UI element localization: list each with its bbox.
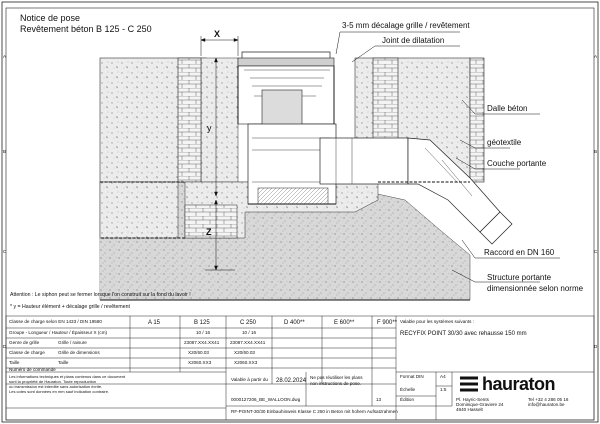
tb-valid-label: Valable pour les systèmes suivants :: [400, 319, 474, 324]
tb-legal-3: ou transmission est interdite sans autorisation écrite.: [9, 384, 103, 389]
tb-sub2: Grille de dimensions: [58, 350, 100, 355]
tb-row3-b: X20/60.03: [188, 350, 209, 355]
tb-legal-2: sont la propriété de Hauraton. Toute reproduction: [9, 379, 97, 384]
frame-letter-right-3: C: [594, 249, 598, 254]
frame-letter-right-4: D: [594, 344, 598, 349]
hauraton-logo-icon: [458, 374, 480, 394]
tb-label-d4: Numéro de commande: [9, 367, 56, 372]
doc-subtitle: Revêtement béton B 125 - C 250: [20, 24, 152, 34]
dimension-x-label: X: [214, 29, 221, 39]
callout-gap: 3-5 mm décalage grille / revêtement: [342, 21, 470, 30]
tb-sheet-number: 13: [376, 397, 382, 402]
tb-scale-value: 1:5: [440, 387, 447, 392]
siphon: [262, 90, 302, 126]
tb-legal-4: Les cotes sont données en mm sauf indication contraire.: [9, 389, 110, 394]
tb-warning-1: Ne pas réutiliser les plans: [310, 375, 363, 380]
note-warning: Attention : Le siphon peut se fermer lorsque l'on construit sur la fond du lavoir !: [10, 292, 191, 298]
tb-drawing-number: 0000127206_BE_WALLOON.dwg: [231, 397, 301, 402]
tb-class-d400: D 400**: [284, 320, 305, 326]
brand-address-1: Pl. Hayric-Sents: [456, 397, 489, 402]
grating: [238, 58, 334, 66]
frame-letter-left-3: C: [3, 249, 7, 254]
tb-class-c250: C 250: [240, 320, 257, 326]
tb-label-d3: Taille: [9, 360, 20, 365]
tb-edition-label: Édition: [400, 397, 415, 402]
brand-email: info@hauraton.be: [528, 402, 565, 407]
tb-class-a15: A 15: [148, 320, 161, 326]
doc-title: Notice de pose: [20, 13, 81, 23]
frame-letter-right-1: A: [594, 54, 598, 59]
tb-row2-b: 23087.XX4.XX41: [184, 340, 220, 345]
tb-label-dims: Groupe - Longueur / Hauteur / Épaisseur X (cm): [9, 330, 108, 335]
brand-name: hauraton: [482, 374, 556, 394]
tb-scale-label: Échelle: [400, 387, 416, 392]
callout-geotextile: géotextile: [487, 138, 522, 147]
tb-label-d1: Genre de grille: [9, 340, 40, 345]
tb-label-d2: Classe de charge: [9, 350, 45, 355]
frame-letter-left-2: B: [3, 149, 7, 154]
frame-letter-left-1: A: [3, 54, 7, 59]
dimension-z-label: Z: [206, 227, 212, 237]
tb-row4-c: X2060.XX3: [234, 360, 258, 365]
frame-letter-right-2: B: [594, 149, 598, 154]
tb-row2-c: 23087.XX4.XX41: [230, 340, 266, 345]
tb-validity-date: 28.02.2024: [276, 378, 307, 384]
tb-sub3: Taille: [58, 360, 69, 365]
tb-sub1: Grille / rainure: [58, 340, 87, 345]
brand-address-3: 4840 Hasselt: [456, 407, 483, 412]
dimension-x: [201, 36, 238, 56]
tb-warning-2: non instructions de pose.: [310, 381, 362, 386]
callout-fitting: Raccord en DN 160: [484, 248, 555, 257]
tb-format-value: A4: [440, 374, 446, 379]
tb-class-e600: E 600**: [334, 320, 355, 326]
tb-footer: RF-POINT-30/30 Einbauhinweis Klasse C 250 in Beton mit hohem Aufsatzrahmen: [231, 409, 398, 414]
frame-letter-left-4: D: [3, 344, 7, 349]
tb-format-label: Format DIN: [400, 374, 424, 379]
callout-structure-1: Structure portante: [487, 273, 552, 282]
tb-validity-label: Valable à partir du: [231, 377, 268, 382]
dimension-y-label: y: [207, 123, 212, 133]
tb-legal-1: Les informations techniques et plans contenus dans ce document: [9, 374, 126, 379]
tb-class-f900: F 900**: [377, 320, 398, 326]
brand-address-2: Dominique-Graviere 24: [456, 402, 504, 407]
tb-class-b125: B 125: [194, 320, 210, 326]
tb-row4-b: X2060.XX3: [188, 360, 212, 365]
tb-product: RECYFIX POINT 30/30 avec rehausse 150 mm: [400, 331, 527, 337]
callout-structure-2: dimensionnée selon norme: [487, 284, 584, 293]
tb-row1-b: 10 / 16: [196, 330, 211, 335]
tb-row3-c: X20/60.03: [234, 350, 255, 355]
hauraton-logo: [458, 373, 578, 395]
callout-bearing-layer: Couche portante: [487, 159, 547, 168]
tb-row1-c: 10 / 16: [242, 330, 257, 335]
note-height: * y = Hauteur élément + décalage grille / revêtement: [10, 304, 130, 310]
tb-label-class: Classe de charge selon EN 1433 / DIN 19580: [9, 319, 102, 324]
brand-phone: Tel +32 4 286 05 16: [528, 397, 569, 402]
callout-slab: Dalle béton: [487, 104, 528, 113]
callout-joint: Joint de dilatation: [382, 36, 445, 45]
brick-column-left: [178, 58, 201, 182]
